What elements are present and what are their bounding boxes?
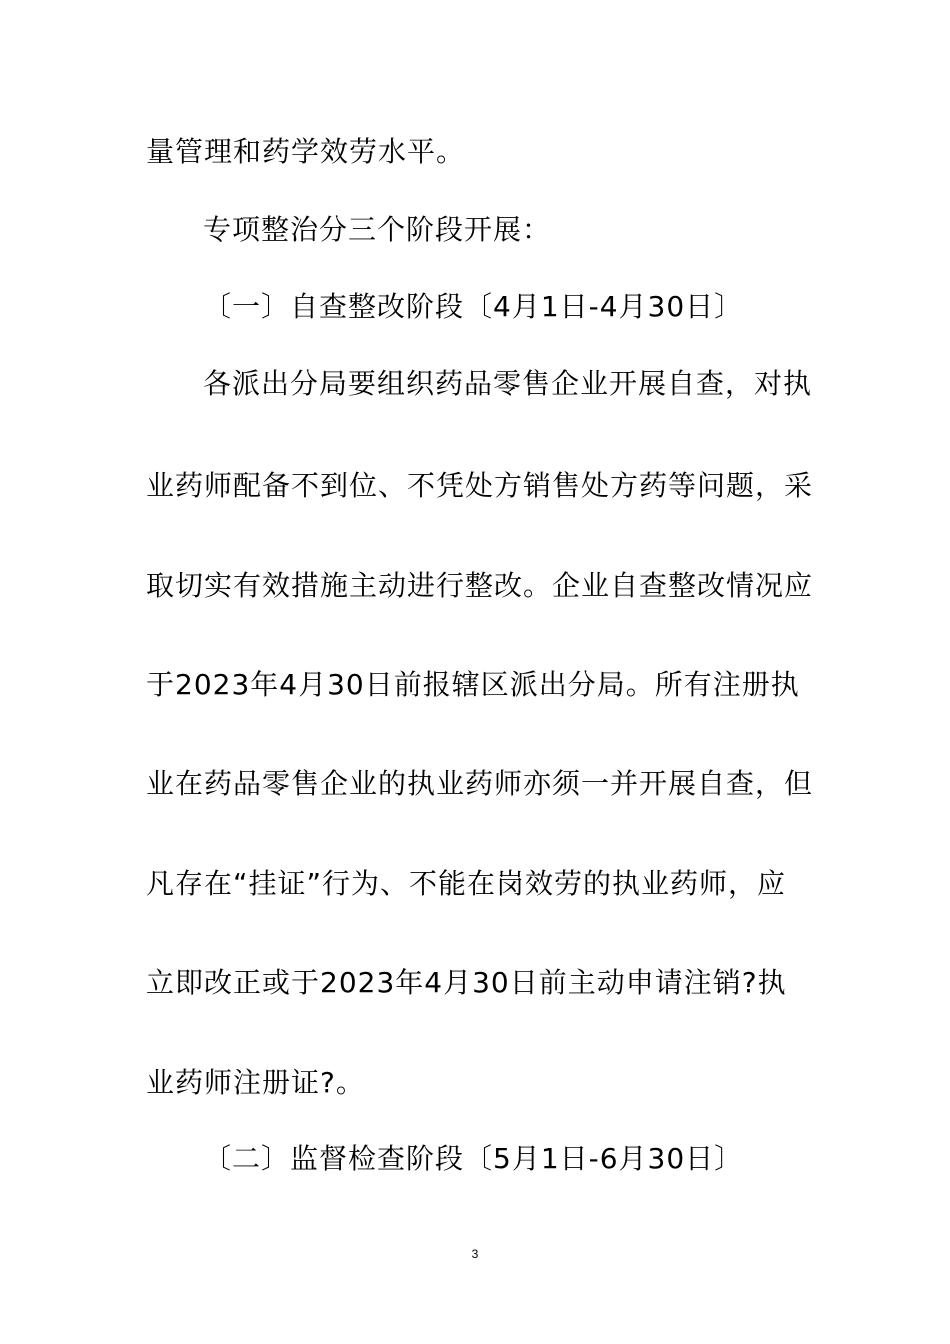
body-line-2: 专项整治分三个阶段开展： [203, 213, 552, 246]
section-heading-2: 〔二〕监督检查阶段〔5月1日-6月30日〕 [203, 1142, 744, 1175]
body-line-8: 凡存在“挂证”行为、不能在岗效劳的执业药师，应 [146, 867, 787, 900]
body-line-5: 取切实有效措施主动进行整改。企业自查整改情况应 [146, 569, 814, 602]
body-line-7: 业在药品零售企业的执业药师亦须一并开展自查，但 [146, 767, 814, 800]
body-line-1: 量管理和药学效劳水平。 [146, 135, 466, 168]
body-line-4: 业药师配备不到位、不凭处方销售处方药等问题，采 [146, 469, 814, 502]
body-line-6: 于2023年4月30日前报辖区派出分局。所有注册执 [146, 668, 800, 701]
body-line-9: 立即改正或于2023年4月30日前主动申请注销?执 [146, 966, 787, 999]
body-line-10: 业药师注册证?。 [146, 1066, 365, 1099]
section-heading-1: 〔一〕自查整改阶段〔4月1日-4月30日〕 [203, 290, 744, 323]
body-line-3: 各派出分局要组织药品零售企业开展自查，对执 [203, 367, 813, 400]
page-number: 3 [471, 1247, 479, 1261]
